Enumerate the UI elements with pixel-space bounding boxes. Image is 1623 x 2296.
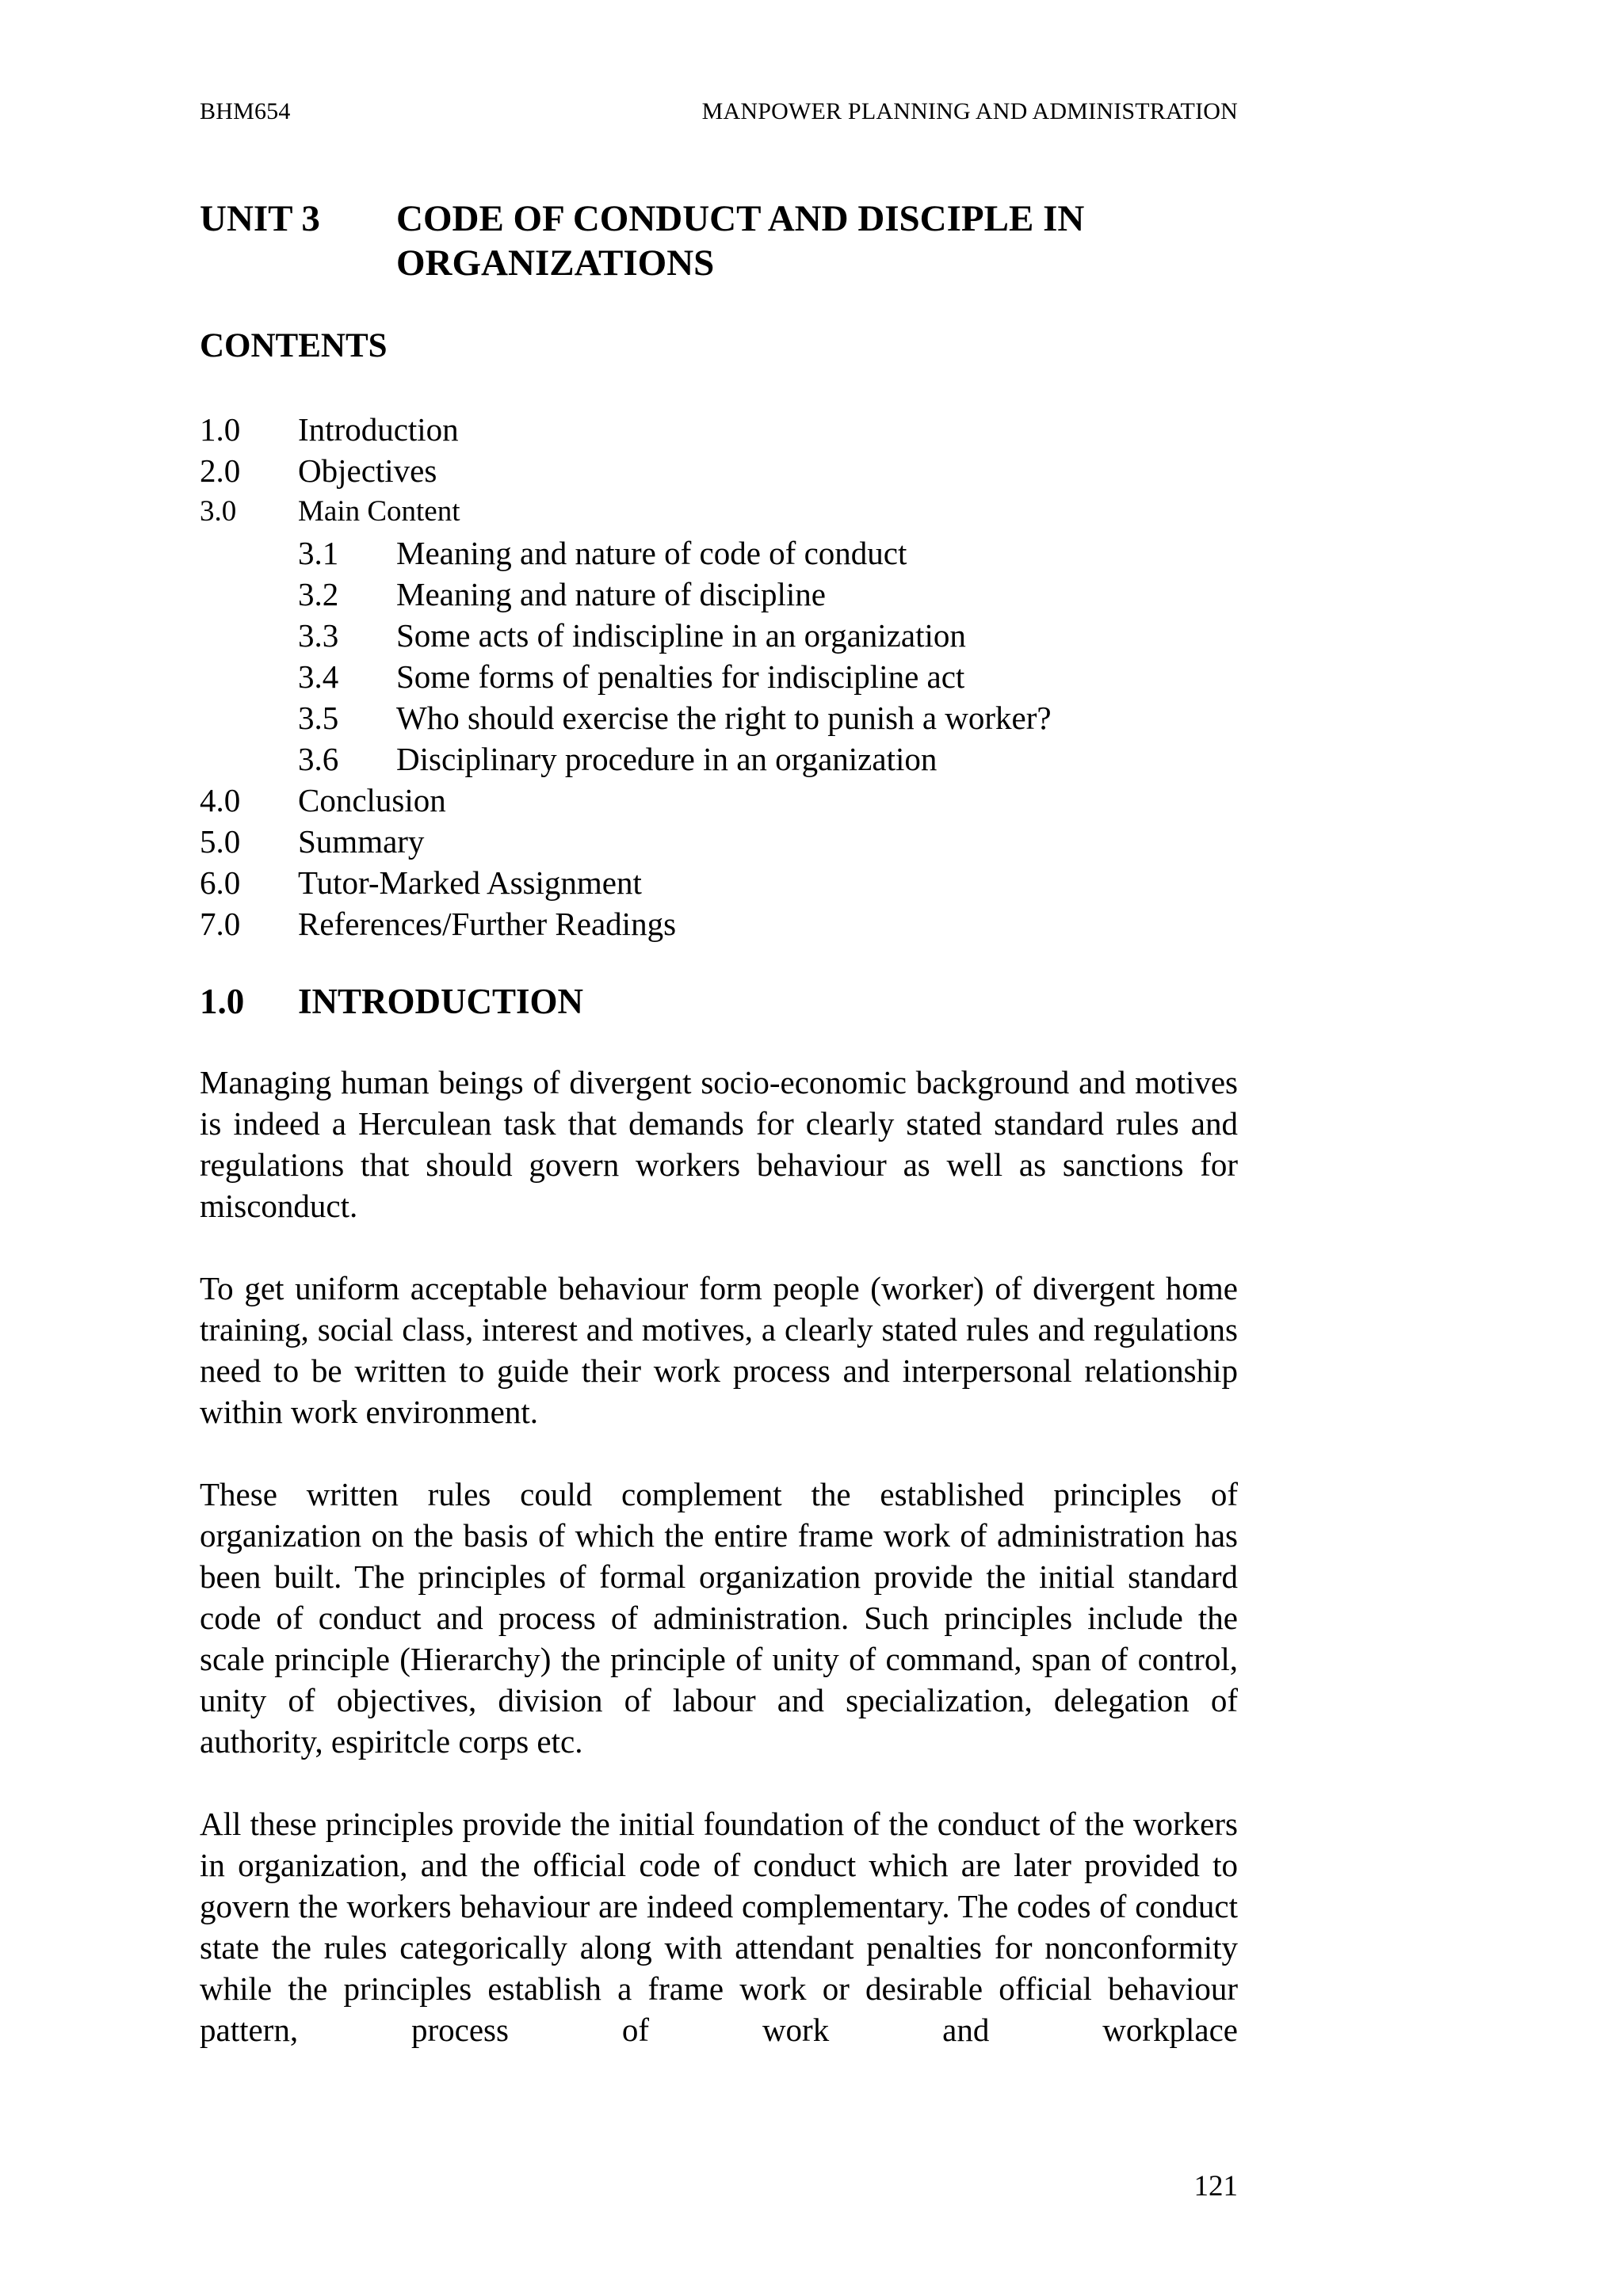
toc-subitem	[200, 738, 1238, 780]
toc-item-text: Who should exercise the right to punish a worker?	[396, 700, 1052, 736]
toc-subitem	[200, 697, 1238, 738]
toc-item-number: 6.0	[200, 864, 241, 901]
toc-item-number: 3.3	[298, 617, 339, 654]
toc-item-text: Tutor-Marked Assignment	[298, 864, 642, 901]
introduction-body	[200, 1062, 1238, 2050]
toc-item-text: Meaning and nature of discipline	[396, 576, 826, 612]
toc-item	[200, 903, 1238, 944]
toc-item	[200, 491, 1238, 532]
toc-item-number: 3.5	[298, 700, 339, 736]
toc-item-text: Disciplinary procedure in an organization	[396, 741, 938, 777]
toc-item-number: 3.6	[298, 741, 339, 777]
unit-title: CODE OF CONDUCT AND DISCIPLE IN ORGANIZATIONS	[396, 198, 1085, 284]
toc-item-number: 3.1	[298, 535, 339, 571]
section-number: 1.0	[200, 982, 245, 1021]
toc-item	[200, 780, 1238, 821]
toc-subitem	[200, 532, 1238, 574]
toc-item-text: Summary	[298, 823, 425, 860]
toc-subitem	[200, 615, 1238, 656]
course-code: BHM654	[200, 98, 291, 124]
toc-item	[200, 862, 1238, 903]
body-paragraph: These written rules could complement the established principles of organization on the basis of which the entire frame work of administration has been built. The principles of formal organization provide the initial standard code of conduct and process of administration. Such principles include the scale principle (Hierarchy) the principle of unity of command, span of control, unity of objectives, division of labour and specialization, delegation of authority, espiritcle corps etc.	[200, 1476, 1238, 1760]
page-number: 121	[1193, 2170, 1238, 2203]
body-paragraph: Managing human beings of divergent socio-economic background and motives is indeed a Herculean task that demands for clearly stated standard rules and regulations that should govern workers behaviour as well as sanctions for misconduct.	[200, 1064, 1238, 1224]
toc-item	[200, 409, 1238, 450]
unit-label: UNIT 3	[200, 198, 320, 239]
toc-item-text: Conclusion	[298, 782, 446, 818]
toc-subitem	[200, 656, 1238, 697]
toc-item-number: 1.0	[200, 411, 241, 448]
toc-item-number: 5.0	[200, 823, 241, 860]
toc-item-text: Main Content	[298, 495, 460, 528]
contents-heading: CONTENTS	[200, 327, 388, 364]
running-header	[200, 98, 1238, 125]
toc-item-text: References/Further Readings	[298, 906, 677, 942]
body-paragraph: All these principles provide the initial foundation of the conduct of the workers in organization, and the official code of conduct which are later provided to govern the workers behaviour are indeed complementary. The codes of conduct state the rules categorically along with attendant penalties for nonconformity while the principles establish a frame work or desirable official behaviour pattern, process of work and workplace	[200, 1806, 1238, 2048]
toc-item-number: 4.0	[200, 782, 241, 818]
course-title: MANPOWER PLANNING AND ADMINISTRATION	[701, 98, 1238, 124]
toc-item-number: 3.4	[298, 658, 339, 695]
toc-item-text: Some acts of indiscipline in an organization	[396, 617, 966, 654]
toc-item-number: 7.0	[200, 906, 241, 942]
section-title: INTRODUCTION	[298, 982, 584, 1021]
toc-item-number: 3.0	[200, 495, 237, 528]
toc-item-text: Introduction	[298, 411, 459, 448]
toc-subitem	[200, 574, 1238, 615]
body-paragraph: To get uniform acceptable behaviour form people (worker) of divergent home training, social class, interest and motives, a clearly stated rules and regulations need to be written to guide their work process and interpersonal relationship within work environment.	[200, 1270, 1238, 1430]
table-of-contents	[200, 409, 1238, 944]
toc-item	[200, 450, 1238, 491]
toc-item-number: 2.0	[200, 452, 241, 489]
toc-item	[200, 821, 1238, 862]
toc-item-text: Objectives	[298, 452, 437, 489]
toc-item-number: 3.2	[298, 576, 339, 612]
toc-item-text: Meaning and nature of code of conduct	[396, 535, 907, 571]
toc-item-text: Some forms of penalties for indiscipline act	[396, 658, 965, 695]
